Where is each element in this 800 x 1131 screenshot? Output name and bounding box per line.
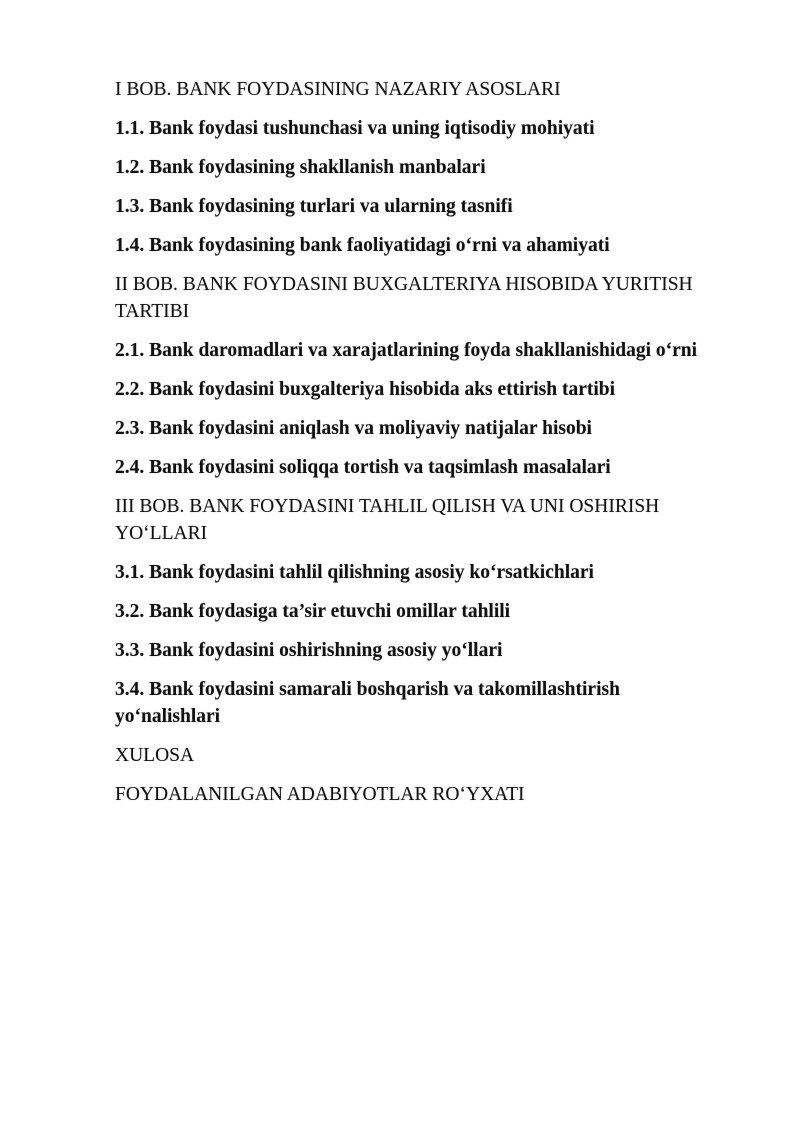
toc-section-3-4: 3.4. Bank foydasini samarali boshqarish va takomillashtirish yo‘nalishlari	[115, 679, 620, 727]
toc-section-3-2: 3.2. Bank foydasiga ta’sir etuvchi omillar tahlili	[115, 601, 511, 622]
toc-section-1-3: 1.3. Bank foydasining turlari va ularning tasnifi	[115, 196, 513, 217]
toc-chapter-1: I BOB. BANK FOYDASINING NAZARIY ASOSLARI	[115, 79, 561, 100]
table-of-contents	[115, 76, 715, 820]
toc-section-3-3: 3.3. Bank foydasini oshirishning asosiy yo‘llari	[115, 640, 503, 661]
toc-chapter-3: III BOB. BANK FOYDASINI TAHLIL QILISH VA UNI OSHIRISH YO‘LLARI	[115, 496, 660, 544]
toc-chapter-2: II BOB. BANK FOYDASINI BUXGALTERIYA HISOBIDA YURITISH TARTIBI	[115, 274, 693, 322]
toc-references: FOYDALANILGAN ADABIYOTLAR RO‘YXATI	[115, 784, 525, 805]
toc-section-1-2: 1.2. Bank foydasining shakllanish manbalari	[115, 157, 486, 178]
toc-section-3-1: 3.1. Bank foydasini tahlil qilishning asosiy ko‘rsatkichlari	[115, 562, 594, 583]
toc-section-2-3: 2.3. Bank foydasini aniqlash va moliyaviy natijalar hisobi	[115, 418, 592, 439]
toc-section-1-1: 1.1. Bank foydasi tushunchasi va uning iqtisodiy mohiyati	[115, 118, 595, 139]
toc-section-2-4: 2.4. Bank foydasini soliqqa tortish va taqsimlash masalalari	[115, 457, 611, 478]
toc-section-2-2: 2.2. Bank foydasini buxgalteriya hisobida aks ettirish tartibi	[115, 379, 616, 400]
toc-conclusion: XULOSA	[115, 745, 195, 766]
toc-section-2-1: 2.1. Bank daromadlari va xarajatlarining foyda shakllanishidagi o‘rni	[115, 340, 698, 361]
toc-section-1-4: 1.4. Bank foydasining bank faoliyatidagi o‘rni va ahamiyati	[115, 235, 610, 256]
